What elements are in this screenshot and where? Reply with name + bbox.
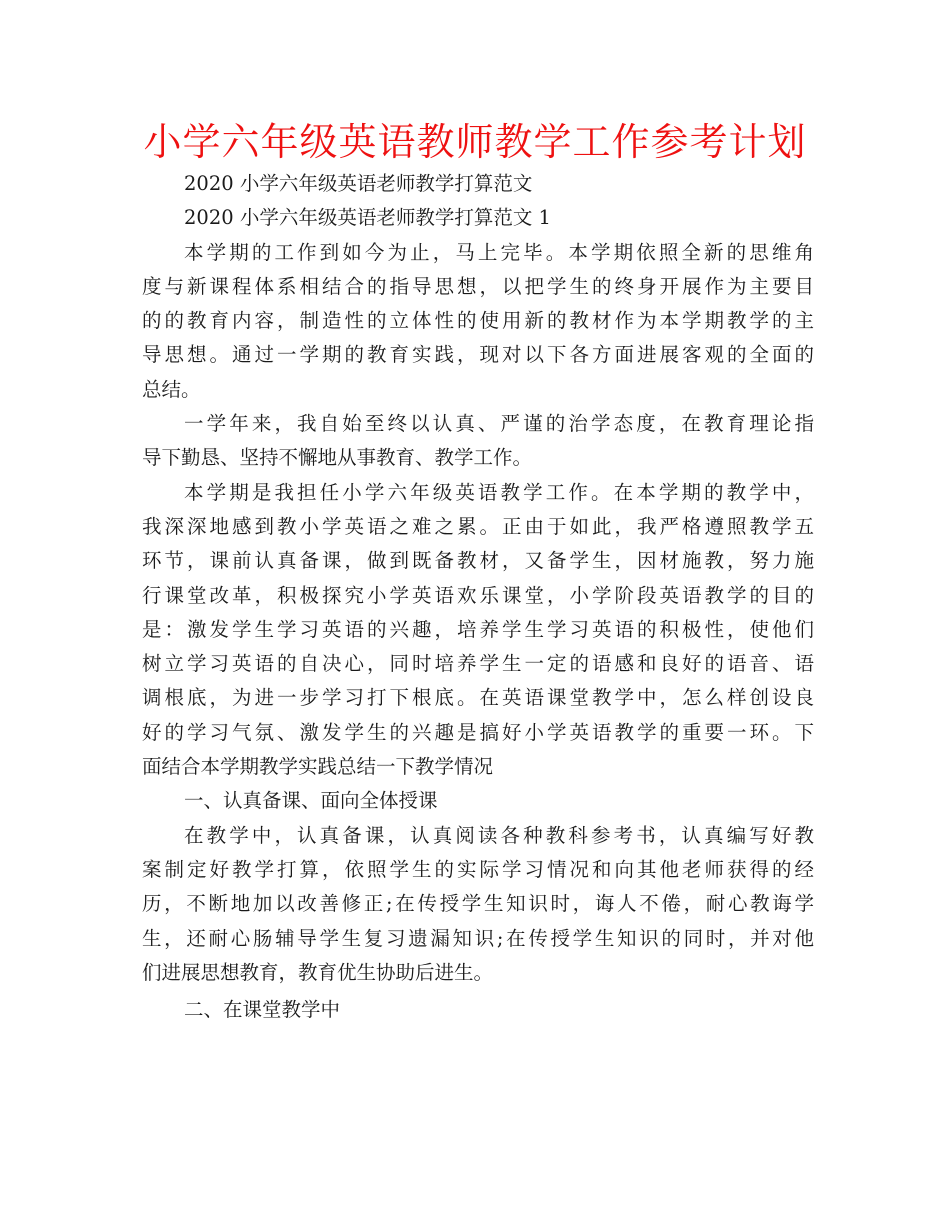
- text-line: 生，还耐心肠辅导学生复习遗漏知识;在传授学生知识的同时，并对他: [142, 926, 814, 950]
- paragraph: [142, 407, 814, 476]
- text-line: 树立学习英语的自决心，同时培养学生一定的语感和良好的语音、语: [142, 652, 814, 676]
- text-line: 导下勤恳、坚持不懈地从事教育、教学工作。: [142, 446, 533, 470]
- text-line: 在教学中，认真备课，认真阅读各种教科参考书，认真编写好教: [184, 823, 814, 847]
- text-line: 总结。: [142, 377, 201, 401]
- text-line: 行课堂改革，积极探究小学英语欢乐课堂，小学阶段英语教学的目的: [142, 583, 814, 607]
- text-line: 们进展思想教育，教育优生协助后进生。: [142, 960, 494, 984]
- section-heading-text: 一、认真备课、面向全体授课: [184, 789, 438, 813]
- section-heading: [142, 993, 814, 1027]
- text-line: 好的学习气氛、激发学生的兴趣是搞好小学英语教学的重要一环。下: [142, 720, 814, 744]
- text-line: 一学年来，我自始至终以认真、严谨的治学态度，在教育理论指: [184, 412, 814, 436]
- text-line: 是：激发学生学习英语的兴趣，培养学生学习英语的积极性，使他们: [142, 617, 814, 641]
- text-line: 案制定好教学打算，依照学生的实际学习情况和向其他老师获得的经: [142, 857, 814, 881]
- paragraph: [142, 476, 814, 785]
- subtitle-line: 2020 小学六年级英语老师教学打算范文 1: [184, 206, 551, 230]
- text-line: 面结合本学期教学实践总结一下教学情况: [142, 755, 494, 779]
- text-line: 调根底，为进一步学习打下根底。在英语课堂教学中，怎么样创设良: [142, 686, 814, 710]
- text-line: 历，不断地加以改善修正;在传授学生知识时，诲人不倦，耐心教诲学: [142, 892, 814, 916]
- section-heading: [142, 784, 814, 818]
- document-body: [142, 167, 814, 1027]
- text-line: 环节，课前认真备课，做到既备教材，又备学生，因材施教，努力施: [142, 549, 814, 573]
- paragraph: [142, 819, 814, 990]
- text-line: 导思想。通过一学期的教育实践，现对以下各方面进展客观的全面的: [142, 343, 814, 367]
- text-line: 本学期是我担任小学六年级英语教学工作。在本学期的教学中，: [184, 480, 814, 504]
- text-line: 的的教育内容，制造性的立体性的使用新的教材作为本学期教学的主: [142, 309, 814, 333]
- text-line: 度与新课程体系相结合的指导思想，以把学生的终身开展作为主要目: [142, 274, 814, 298]
- subtitle-line: 2020 小学六年级英语老师教学打算范文: [184, 172, 533, 195]
- paragraph: [142, 236, 814, 407]
- section-heading-text: 二、在课堂教学中: [184, 998, 341, 1022]
- document-title: 小学六年级英语教师教学工作参考计划: [143, 120, 807, 164]
- text-line: 本学期的工作到如今为止，马上完毕。本学期依照全新的思维角: [184, 240, 814, 264]
- text-line: 我深深地感到教小学英语之难之累。正由于如此，我严格遵照教学五: [142, 514, 814, 538]
